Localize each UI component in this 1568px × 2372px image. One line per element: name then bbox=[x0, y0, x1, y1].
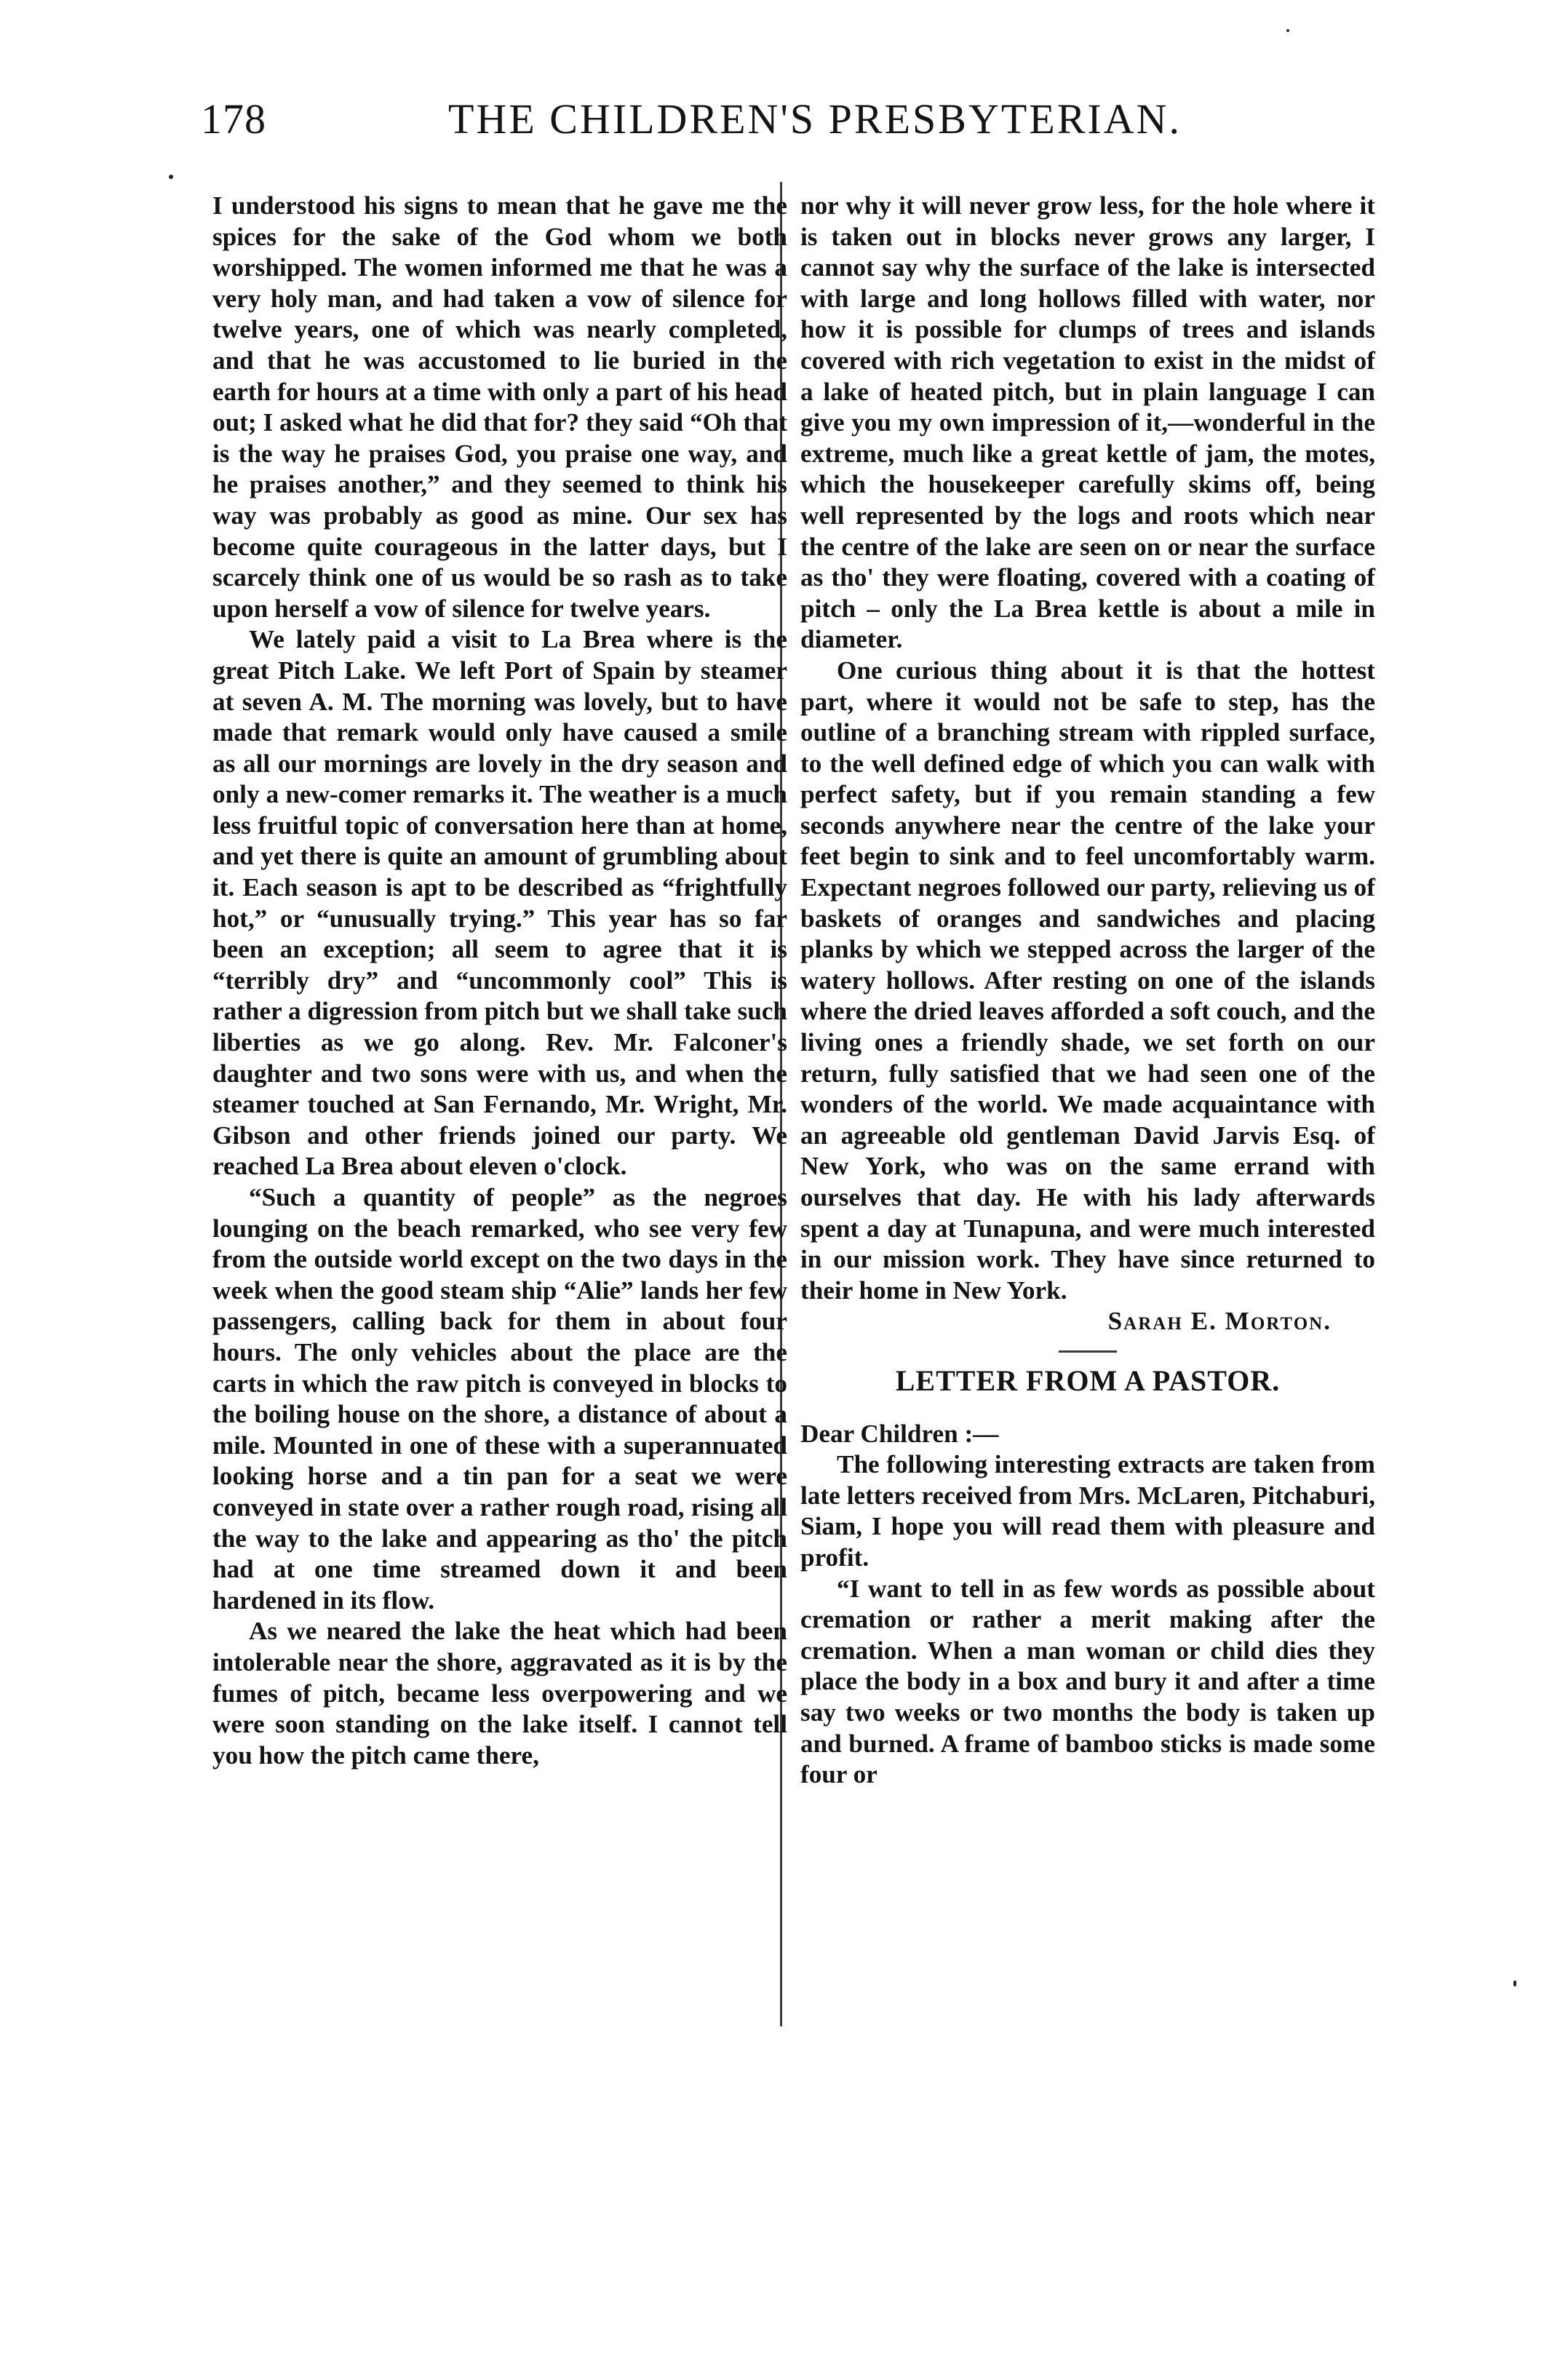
paragraph: As we neared the lake the heat which had been intolerable near the shore, aggravated as it is by the fumes of pitch, became less overpowering and we were soon standing on the lake itself. I cannot tell you how the pitch came there, bbox=[212, 1617, 787, 1770]
paragraph: nor why it will never grow less, for the hole where it is taken out in blocks never grows any larger, I cannot say why the surface of the lake is intersected with large and long hollows filled with water, nor how it is possible for clumps of trees and islands covered with rich vegetation to exist in the midst of a lake of heated pitch, but in plain language I can give you my own impression of it,—wonderful in the extreme, much like a great kettle of jam, the motes, which the housekeeper carefully skims off, being well represented by the logs and roots which near the centre of the lake are seen on or near the surface as tho' they were floating, covered with a coating of pitch – only the La Brea kettle is about a mile in diameter. bbox=[800, 191, 1375, 654]
ink-speck bbox=[169, 175, 173, 179]
paragraph: We lately paid a visit to La Brea where is the great Pitch Lake. We left Port of Spain by steamer at seven A. M. The morning was lovely, but to have made that remark would only have caused a smile as all our mornings are lovely in the dry season and only a new-comer remarks it. The weather is a much less fruitful topic of conversation here than at home, and yet there is quite an amount of grumbling about it. Each season is apt to be described as “frightfully hot,” or “unusually trying.” This year has so far been an exception; all seem to agree that it is “terribly dry” and “uncommonly cool” This is rather a digression from pitch but we shall take such liberties as we go along. Rev. Mr. Falconer's daughter and two sons were with us, and when the steamer touched at San Fernando, Mr. Wright, Mr. Gibson and other friends joined our party. We reached La Brea about eleven o'clock. bbox=[212, 625, 787, 1181]
section-rule bbox=[1059, 1350, 1117, 1353]
paragraph: The following interesting extracts are taken from late letters received from Mrs. McLaren, Pitchaburi, Siam, I hope you will read them with pleasure and profit. bbox=[800, 1450, 1375, 1572]
paragraph: “Such a quantity of people” as the negroes lounging on the beach remarked, who see very few from the outside world except on the two days in the week when the good steam ship “Alie” lands her few passengers, calling back for them in about four hours. The only vehicles about the place are the carts in which the raw pitch is conveyed in blocks to the boiling house on the shore, a distance of about a mile. Mounted in one of these with a superannuated looking horse and a tin pan for a seat we were conveyed in state over a rather rough road, rising all the way to the lake and appearing as tho' the pitch had at one time streamed down it and been hardened in its flow. bbox=[212, 1183, 787, 1615]
section-heading: LETTER FROM A PASTOR. bbox=[895, 1364, 1281, 1397]
author-signature: Sarah E. Morton. bbox=[1107, 1307, 1332, 1336]
paragraph: I understood his signs to mean that he gave me the spices for the sake of the God whom we both worshipped. The women informed me that he was a very holy man, and had taken a vow of silence for twelve years, one of which was nearly completed, and that he was accustomed to lie buried in the earth for hours at a time with only a part of his head out; I asked what he did that for? they said “Oh that is the way he praises God, you praise one way, and he praises another,” and they seemed to think his way was probably as good as mine. Our sex has become quite courageous in the latter days, but I scarcely think one of us would be so rash as to take upon herself a vow of silence for twelve years. bbox=[212, 191, 787, 623]
ink-speck bbox=[1513, 1981, 1516, 1986]
page-number: 178 bbox=[201, 95, 266, 143]
ink-speck bbox=[1286, 29, 1289, 32]
paragraph: “I want to tell in as few words as possible about cremation or rather a merit making after the cremation. When a man woman or child dies they place the body in a box and bury it and after a time say two weeks or two months the body is taken up and burned. A frame of bamboo sticks is made some four or bbox=[800, 1574, 1375, 1789]
running-head bbox=[201, 86, 1190, 159]
right-column bbox=[800, 191, 1375, 1791]
letter-greeting: Dear Children :— bbox=[800, 1419, 999, 1448]
left-column bbox=[212, 191, 787, 1771]
paragraph: One curious thing about it is that the hottest part, where it would not be safe to step, has the outline of a branching stream with rippled surface, to the well defined edge of which you can walk with perfect safety, but if you remain standing a few seconds anywhere near the centre of the lake your feet begin to sink and to feel uncomfortably warm. Expectant negroes followed our party, relieving us of baskets of oranges and sandwiches and placing planks by which we stepped across the larger of the watery hollows. After resting on one of the islands where the dried leaves afforded a soft couch, and the living ones a friendly shade, we set forth on our return, fully satisfied that we had seen one of the wonders of the world. We made acquaintance with an agreeable old gentleman David Jarvis Esq. of New York, who was on the same errand with ourselves that day. He with his lady afterwards spent a day at Tunapuna, and were much interested in our mission work. They have since returned to their home in New York. bbox=[800, 656, 1375, 1305]
journal-title: THE CHILDREN'S PRESBYTERIAN. bbox=[448, 95, 1182, 143]
